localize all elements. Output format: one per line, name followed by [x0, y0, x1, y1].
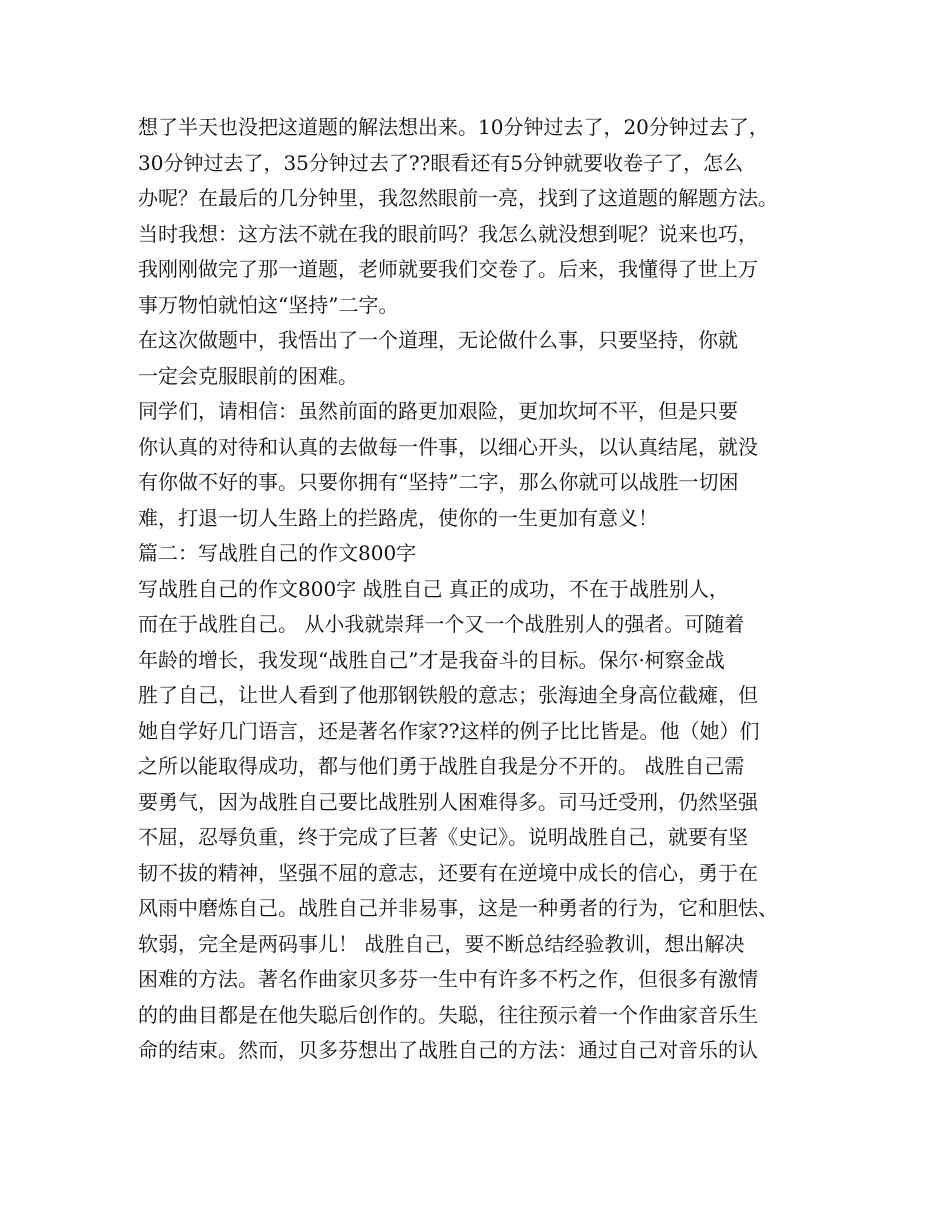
text-line: 之所以能取得成功，都与他们勇于战胜自我是分不开的。 战胜自己需 — [138, 754, 745, 778]
text-line: 想了半天也没把这道题的解法想出来。10分钟过去了，20分钟过去了， — [138, 115, 769, 139]
text-line: 当时我想：这方法不就在我的眼前吗？我怎么就没想到呢？说来也巧， — [138, 221, 758, 246]
text-line: 困难的方法。著名作曲家贝多芬一生中有许多不朽之作，但很多有激情 — [138, 967, 758, 991]
text-line: 的的曲目都是在他失聪后创作的。失聪，往往预示着一个作曲家音乐生 — [138, 1002, 758, 1027]
text-line: 韧不拔的精神，坚强不屈的意志，还要有在逆境中成长的信心，勇于在 — [138, 860, 758, 885]
text-line: 你认真的对待和认真的去做每一件事，以细心开头，以认真结尾，就没 — [138, 434, 758, 459]
text-line: 写战胜自己的作文800字 战胜自己 真正的成功，不在于战胜别人， — [138, 576, 729, 601]
text-line: 她自学好几门语言，还是著名作家??这样的例子比比皆是。他（她）们 — [138, 718, 760, 743]
text-line: 办呢？在最后的几分钟里，我忽然眼前一亮，找到了这道题的解题方法。 — [138, 186, 778, 210]
text-line: 难，打退一切人生路上的拦路虎，使你的一生更加有意义！ — [138, 505, 658, 530]
text-line: 要勇气，因为战胜自己要比战胜别人困难得多。司马迁受刑，仍然坚强 — [138, 789, 758, 814]
text-line: 不屈，忍辱负重，终于完成了巨著《史记》。说明战胜自己，就要有坚 — [138, 825, 748, 849]
text-line: 有你做不好的事。只要你拥有“坚持”二字，那么你就可以战胜一切困 — [138, 470, 739, 494]
text-line: 一定会克服眼前的困难。 — [138, 363, 358, 388]
text-line: 软弱，完全是两码事儿！ 战胜自己，要不断总结经验教训，想出解决 — [138, 931, 745, 956]
text-line: 风雨中磨炼自己。战胜自己并非易事，这是一种勇者的行为，它和胆怯、 — [138, 896, 778, 920]
section-heading: 篇二：写战胜自己的作文800字 — [138, 541, 417, 565]
text-line: 命的结束。然而，贝多芬想出了战胜自己的方法：通过自己对音乐的认 — [138, 1038, 758, 1062]
text-line: 事万物怕就怕这“坚持”二字。 — [138, 292, 399, 317]
text-line: 我刚刚做完了那一道题，老师就要我们交卷了。后来，我懂得了世上万 — [138, 257, 758, 281]
text-line: 而在于战胜自己。 从小我就崇拜一个又一个战胜别人的强者。可随着 — [138, 612, 745, 636]
text-line: 30分钟过去了，35分钟过去了??眼看还有5分钟就要收卷子了，怎么 — [138, 150, 744, 175]
text-line: 年龄的增长，我发现“战胜自己”才是我奋斗的目标。保尔·柯察金战 — [138, 647, 725, 672]
text-line: 在这次做题中，我悟出了一个道理，无论做什么事，只要坚持，你就 — [138, 328, 738, 352]
essay-text — [138, 110, 828, 1069]
text-line: 同学们，请相信：虽然前面的路更加艰险，更加坎坷不平，但是只要 — [138, 399, 738, 423]
text-line: 胜了自己，让世人看到了他那钢铁般的意志；张海迪全身高位截瘫，但 — [138, 683, 758, 707]
